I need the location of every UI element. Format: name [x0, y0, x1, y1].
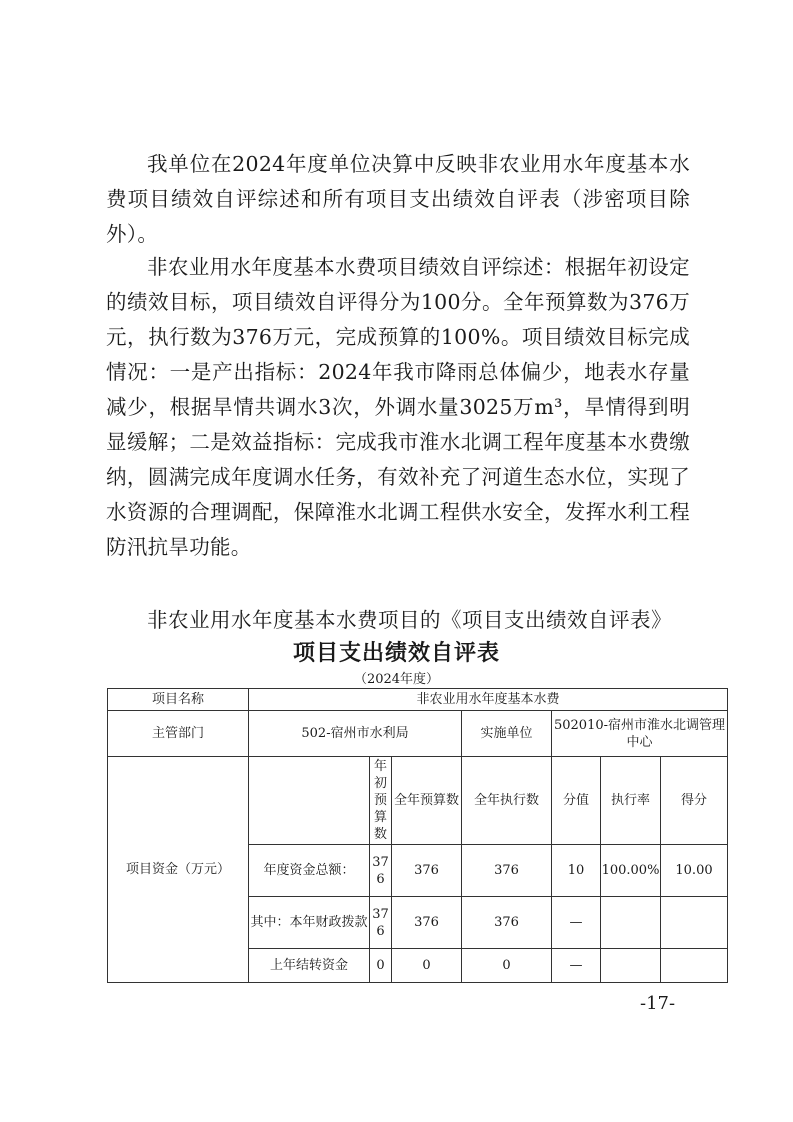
table-row	[108, 757, 728, 845]
annual-exec-header: 全年执行数	[462, 757, 552, 845]
exec-rate-value	[601, 897, 661, 949]
score-value: 10	[552, 845, 601, 897]
score-result: 10.00	[661, 845, 728, 897]
unit-value: 502010-宿州市淮水北调管理中心	[552, 711, 728, 757]
budget-value: 376	[392, 897, 462, 949]
fund-label: 项目资金（万元）	[108, 757, 249, 983]
initial-value: 376	[370, 897, 392, 949]
score-result	[661, 949, 728, 983]
summary-paragraph: 非农业用水年度基本水费项目绩效自评综述：根据年初设定的绩效目标，项目绩效自评得分为100分。全年预算数为376万元，执行数为376万元，完成预算的100%。项目绩效目标完成情况：一是产出指标：2024年我市降雨总体偏少，地表水存量减少，根据旱情共调水3次，外调水量3025万m³，旱情得到明显缓解；二是效益指标：完成我市淮水北调工程年度基本水费缴纳，圆满完成年度调水任务，有效补充了河道生态水位，实现了水资源的合理调配，保障淮水北调工程供水安全，发挥水利工程防汛抗旱功能。	[106, 255, 690, 559]
project-name-value: 非农业用水年度基本水费	[249, 689, 728, 711]
table-row	[108, 711, 728, 757]
exec-rate-value: 100.00%	[601, 845, 661, 897]
initial-budget-header: 年初预算数	[370, 757, 392, 845]
page-number: -17-	[640, 993, 676, 1014]
table-caption: 非农业用水年度基本水费项目的《项目支出绩效自评表》	[147, 608, 672, 632]
table-year: （2024年度）	[353, 672, 440, 687]
initial-value: 0	[370, 949, 392, 983]
dept-label: 主管部门	[108, 711, 249, 757]
table-title: 项目支出绩效自评表	[292, 641, 500, 666]
unit-label: 实施单位	[462, 711, 552, 757]
exec-value: 0	[462, 949, 552, 983]
row-label: 其中：本年财政拨款	[249, 897, 370, 949]
empty-cell	[249, 757, 370, 845]
score-result	[661, 897, 728, 949]
exec-value: 376	[462, 897, 552, 949]
annual-budget-header: 全年预算数	[392, 757, 462, 845]
score-value-header: 分值	[552, 757, 601, 845]
exec-rate-header: 执行率	[601, 757, 661, 845]
score-value: —	[552, 949, 601, 983]
table-row	[108, 689, 728, 711]
budget-value: 376	[392, 845, 462, 897]
intro-paragraph: 我单位在2024年度单位决算中反映非农业用水年度基本水费项目绩效自评综述和所有项目支出绩效自评表（涉密项目除外）。	[106, 152, 690, 246]
score-header: 得分	[661, 757, 728, 845]
budget-value: 0	[392, 949, 462, 983]
initial-value: 376	[370, 845, 392, 897]
dept-value: 502-宿州市水利局	[249, 711, 462, 757]
project-name-label: 项目名称	[108, 689, 249, 711]
performance-table	[107, 688, 728, 983]
row-label: 年度资金总额：	[249, 845, 370, 897]
score-value: —	[552, 897, 601, 949]
exec-value: 376	[462, 845, 552, 897]
exec-rate-value	[601, 949, 661, 983]
row-label: 上年结转资金	[249, 949, 370, 983]
